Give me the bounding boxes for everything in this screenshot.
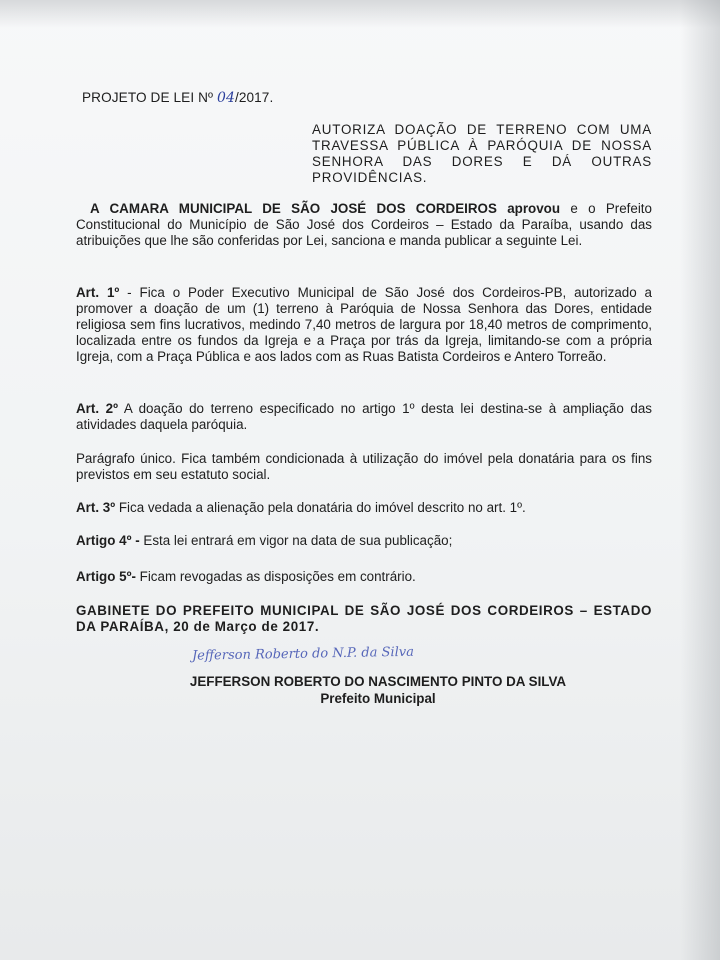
article-3-text: Fica vedada a alienação pela donatária do imóvel descrito no art. 1º. (115, 500, 526, 515)
bill-summary: AUTORIZA DOAÇÃO DE TERRENO COM UMA TRAVESSA PÚBLICA À PARÓQUIA DE NOSSA SENHORA DAS DORES E DÁ OUTRAS PROVIDÊNCIAS. (312, 122, 652, 185)
intro-paragraph (76, 201, 652, 249)
article-4-label: Artigo 4º - (76, 533, 140, 548)
article-1 (76, 285, 652, 365)
article-2-label: Art. 2º (76, 401, 118, 416)
article-2-text: A doação do terreno especificado no artigo 1º desta lei destina-se à ampliação das atividades daquela paróquia. (76, 401, 652, 432)
bill-heading (82, 90, 273, 106)
article-5-text: Ficam revogadas as disposições em contrário. (135, 569, 416, 584)
signer-role: Prefeito Municipal (320, 691, 436, 706)
article-5 (76, 569, 652, 585)
article-4 (76, 533, 652, 549)
intro-text: e o Prefeito Constitucional do Município de São José dos Cordeiros – Estado da Paraíba, usando das atribuições que lhe são conferidas por Lei, sanciona e manda publicar a seguinte Lei. (76, 201, 652, 248)
heading-suffix: /2017. (234, 90, 274, 105)
handwritten-bill-number: 04 (216, 90, 235, 106)
article-2 (76, 401, 652, 433)
handwritten-signature: Jefferson Roberto do N.P. da Silva (191, 644, 415, 664)
signer-name: JEFFERSON ROBERTO DO NASCIMENTO PINTO DA SILVA (189, 674, 567, 689)
article-4-text: Esta lei entrará em vigor na data de sua publicação; (139, 533, 453, 548)
article-1-label: Art. 1º (76, 285, 120, 300)
article-1-text: - Fica o Poder Executivo Municipal de São José dos Cordeiros-PB, autorizado a promover a doação de um (1) terreno à Paróquia de Nossa Senhora das Dores, entidade religiosa sem fins lucrativos, medindo 7,40 metros de largura por 18,40 metros de comprimento, localizada entre os fundos da Igreja e a Praça por trás da Igreja, limitando-se com a própria Igreja, com a Praça Pública e aos lados com as Ruas Batista Cordeiros e Antero Torreão. (76, 285, 652, 364)
article-3 (76, 500, 652, 516)
gabinete-closing: GABINETE DO PREFEITO MUNICIPAL DE SÃO JOSÉ DOS CORDEIROS – ESTADO DA PARAÍBA, 20 de Março de 2017. (76, 603, 652, 634)
article-5-label: Artigo 5º- (76, 569, 136, 584)
paragrafo-unico: Parágrafo único. Fica também condicionada à utilização do imóvel pela donatária para os fins previstos em seu estatuto social. (76, 451, 652, 482)
page-shadow-top (0, 0, 720, 28)
article-3-label: Art. 3º (76, 500, 116, 515)
page-shadow-right (680, 0, 720, 960)
heading-prefix: PROJETO DE LEI Nº (82, 90, 217, 105)
intro-bold: A CAMARA MUNICIPAL DE SÃO JOSÉ DOS CORDEIROS aprovou (90, 201, 561, 216)
